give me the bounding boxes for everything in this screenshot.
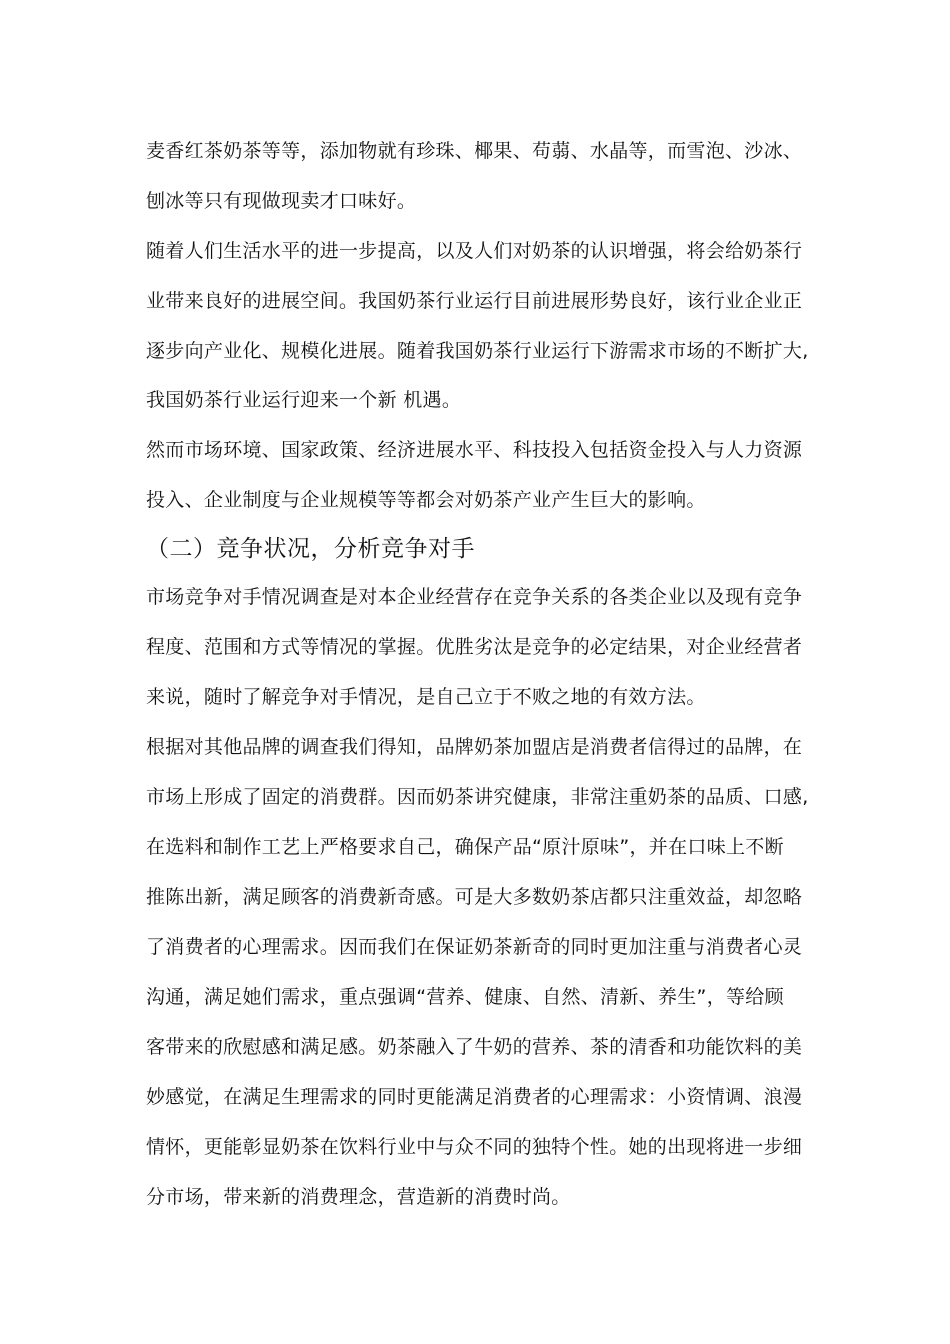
paragraph-line: 情怀，更能彰显奶茶在饮料行业中与众不同的独特个性。她的出现将进一步细 [146, 1136, 803, 1158]
section-heading: （二）竞争状况，分析竞争对手 [146, 536, 475, 562]
paragraph-line: 分市场，带来新的消费理念，营造新的消费时尚。 [146, 1186, 571, 1208]
paragraph-line: 刨冰等只有现做现卖才口味好。 [146, 190, 417, 212]
paragraph-line: 逐步向产业化、规模化进展。随着我国奶茶行业运行下游需求市场的不断扩大, [146, 340, 809, 362]
paragraph-line: 根据对其他品牌的调查我们得知，品牌奶茶加盟店是消费者信得过的品牌，在 [146, 736, 803, 758]
paragraph-line: 业带来良好的进展空间。我国奶茶行业运行目前进展形势良好，该行业企业正 [146, 290, 803, 312]
paragraph-line: 市场上形成了固定的消费群。因而奶茶讲究健康，非常注重奶茶的品质、口感, [146, 786, 809, 808]
paragraph-line: 沟通，满足她们需求，重点强调“营养、健康、自然、清新、养生”，等给顾 [146, 986, 784, 1008]
paragraph-line: 程度、范围和方式等情况的掌握。优胜劣汰是竞争的必定结果，对企业经营者 [146, 636, 803, 658]
paragraph-line: 来说，随时了解竞争对手情况，是自己立于不败之地的有效方法。 [146, 686, 706, 708]
paragraph-line: 投入、企业制度与企业规模等等都会对奶茶产业产生巨大的影响。 [146, 489, 706, 511]
paragraph-line: 妙感觉，在满足生理需求的同时更能满足消费者的心理需求：小资情调、浪漫 [146, 1086, 803, 1108]
paragraph-line: 了消费者的心理需求。因而我们在保证奶茶新奇的同时更加注重与消费者心灵 [146, 936, 803, 958]
paragraph-line: 在选料和制作工艺上严格要求自己，确保产品“原汁原味”，并在口味上不断 [146, 836, 784, 858]
paragraph-line: 市场竞争对手情况调查是对本企业经营存在竞争关系的各类企业以及现有竞争 [146, 586, 803, 608]
paragraph-line: 随着人们生活水平的进一步提高，以及人们对奶茶的认识增强，将会给奶茶行 [146, 240, 803, 262]
paragraph-line: 我国奶茶行业运行迎来一个新 机遇。 [146, 389, 462, 411]
paragraph-line: 推陈出新，满足顾客的消费新奇感。可是大多数奶茶店都只注重效益，却忽略 [146, 886, 803, 908]
paragraph-line: 然而市场环境、国家政策、经济进展水平、科技投入包括资金投入与人力资源 [146, 439, 803, 461]
paragraph-line: 客带来的欣慰感和满足感。奶茶融入了牛奶的营养、茶的清香和功能饮料的美 [146, 1036, 803, 1058]
paragraph-line: 麦香红茶奶茶等等，添加物就有珍珠、椰果、苟蒻、水晶等，而雪泡、沙冰、 [146, 140, 803, 162]
